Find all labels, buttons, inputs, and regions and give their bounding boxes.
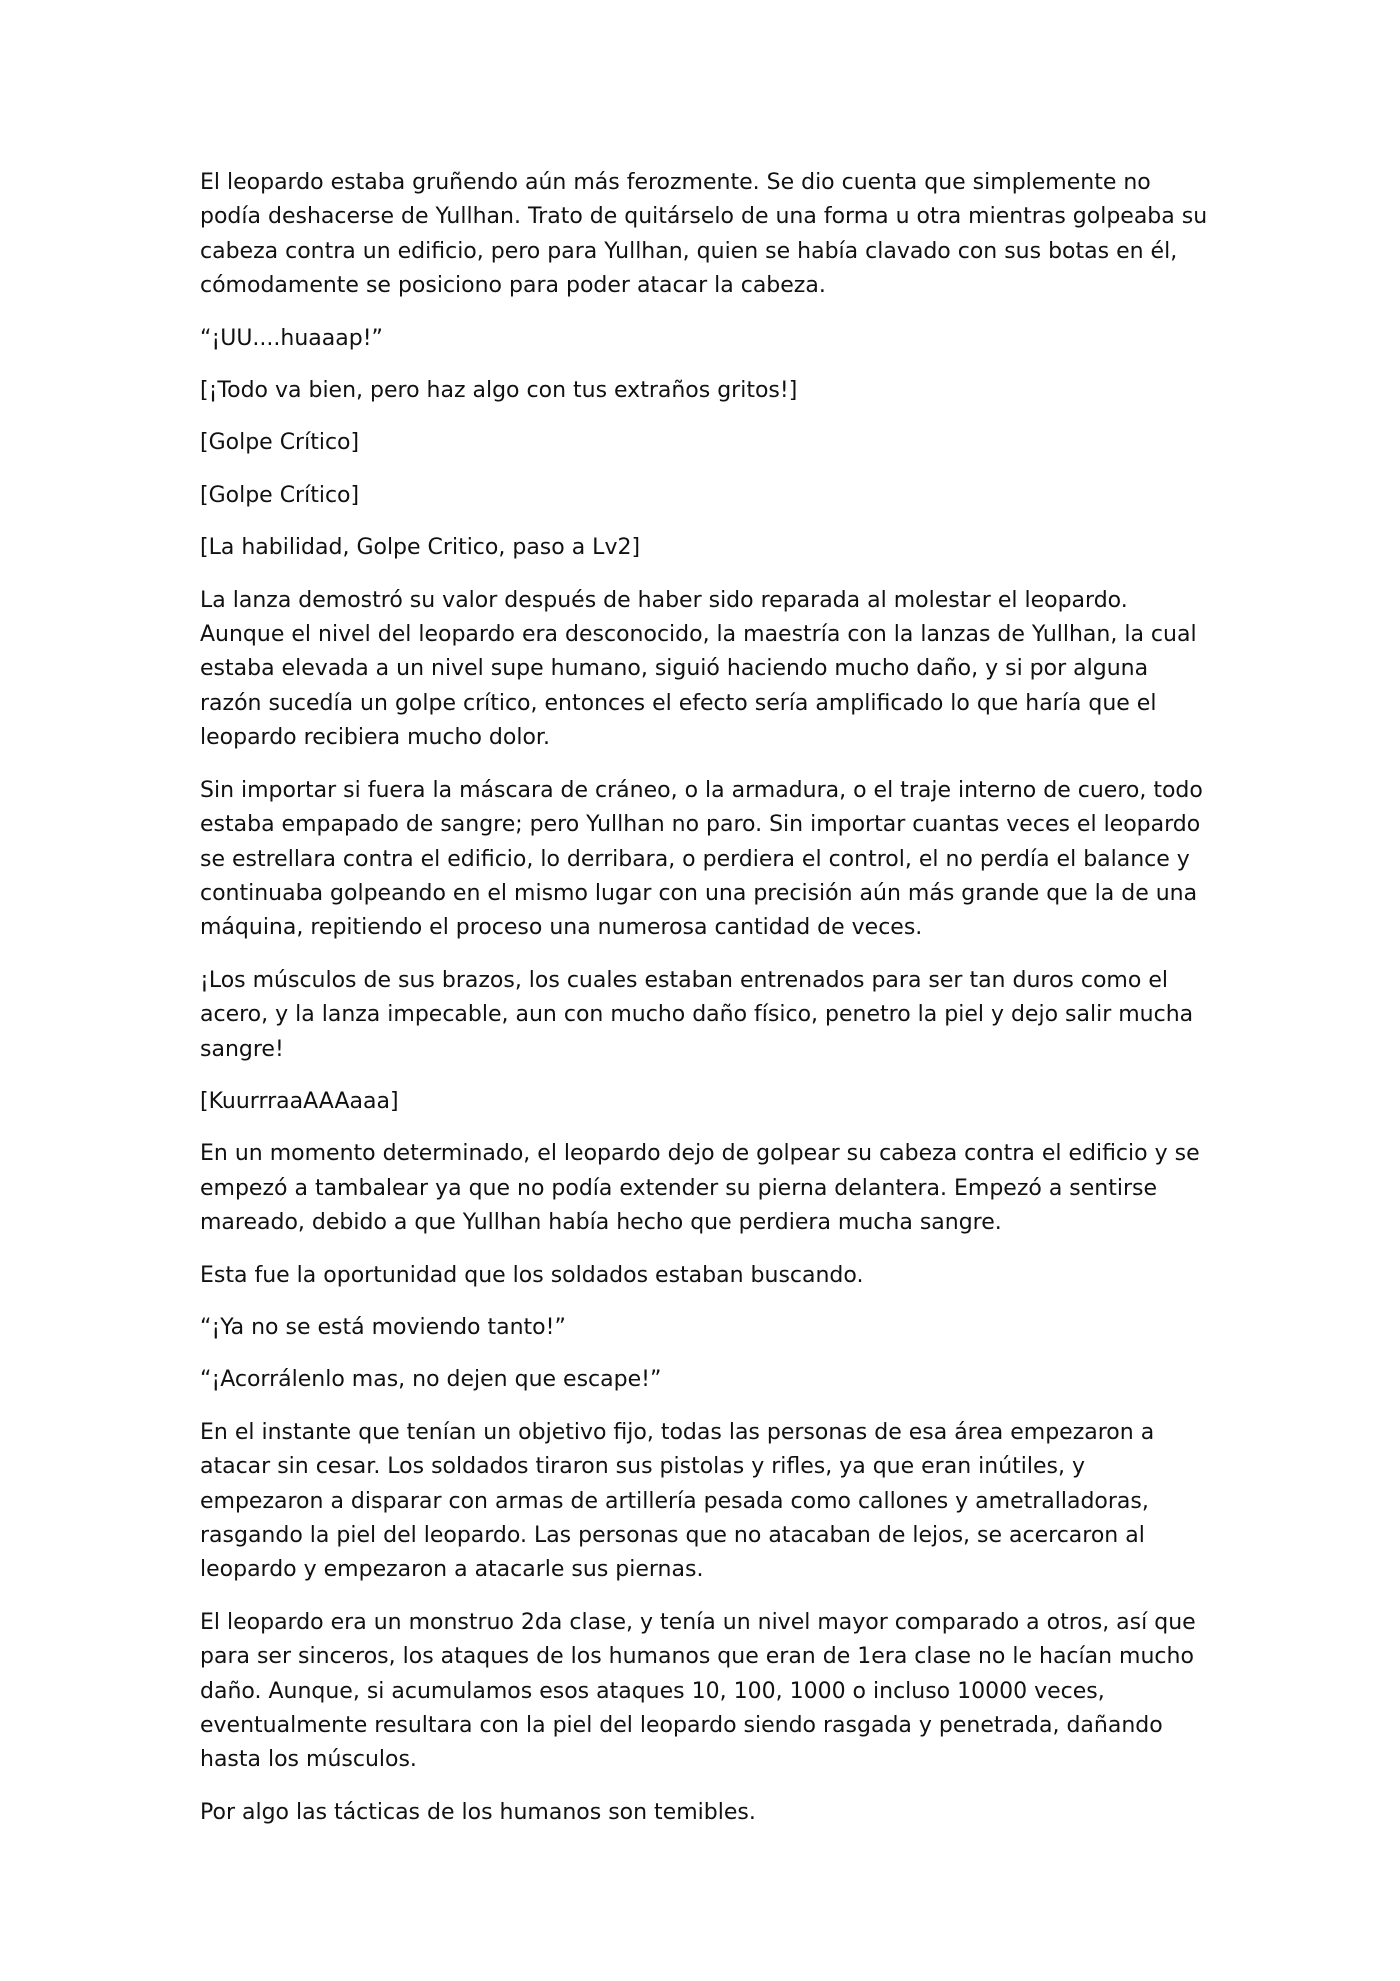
paragraph: Por algo las tácticas de los humanos son temibles.: [200, 1799, 756, 1825]
system-message: [KuurrraaAAAaaa]: [200, 1088, 399, 1114]
paragraph: En un momento determinado, el leopardo dejo de golpear su cabeza contra el edificio y se empezó a tambalear ya que no podía extender su pierna delantera. Empezó a sentirse mareado, debido a que Yullhan había hecho que perdiera mucha sangre.: [200, 1141, 1200, 1236]
system-message: [Golpe Crítico]: [200, 430, 360, 456]
system-message: [Golpe Crítico]: [200, 482, 360, 508]
paragraph: ¡Los músculos de sus brazos, los cuales estaban entrenados para ser tan duros como el acero, y la lanza impecable, aun con mucho daño físico, penetro la piel y dejo salir mucha sangre!: [200, 967, 1194, 1062]
dialogue-line: “¡Ya no se está moviendo tanto!”: [200, 1314, 566, 1340]
dialogue-line: “¡UU....huaaap!”: [200, 325, 383, 351]
paragraph: El leopardo era un monstruo 2da clase, y tenía un nivel mayor comparado a otros, así que para ser sinceros, los ataques de los humanos que eran de 1era clase no le hacían mucho daño. Aunque, si acumulamos esos ataques 10, 100, 1000 o incluso 10000 veces, eventualmente resultara con la piel del leopardo siendo rasgada y penetrada, dañando hasta los músculos.: [200, 1609, 1196, 1773]
document-page: [200, 166, 1210, 1848]
paragraph: Sin importar si fuera la máscara de cráneo, o la armadura, o el traje interno de cuero, todo estaba empapado de sangre; pero Yullhan no paro. Sin importar cuantas veces el leopardo se estrellara contra el edificio, lo derribara, o perdiera el control, el no perdía el balance y continuaba golpeando en el mismo lugar con una precisión aún más grande que la de una máquina, repitiendo el proceso una numerosa cantidad de veces.: [200, 777, 1203, 941]
system-message: [La habilidad, Golpe Critico, paso a Lv2]: [200, 535, 641, 561]
paragraph: La lanza demostró su valor después de haber sido reparada al molestar el leopardo. Aunque el nivel del leopardo era desconocido, la maestría con la lanzas de Yullhan, la cual estaba elevada a un nivel supe humano, siguió haciendo mucho daño, y si por alguna razón sucedía un golpe crítico, entonces el efecto sería amplificado lo que haría que el leopardo recibiera mucho dolor.: [200, 587, 1197, 751]
paragraph: En el instante que tenían un objetivo fijo, todas las personas de esa área empezaron a atacar sin cesar. Los soldados tiraron sus pistolas y rifles, ya que eran inútiles, y empezaron a disparar con armas de artillería pesada como callones y ametralladoras, rasgando la piel del leopardo. Las personas que no atacaban de lejos, se acercaron al leopardo y empezaron a atacarle sus piernas.: [200, 1419, 1155, 1583]
system-message: [¡Todo va bien, pero haz algo con tus extraños gritos!]: [200, 378, 798, 404]
paragraph: Esta fue la oportunidad que los soldados estaban buscando.: [200, 1262, 864, 1288]
dialogue-line: “¡Acorrálenlo mas, no dejen que escape!”: [200, 1367, 662, 1393]
paragraph: El leopardo estaba gruñendo aún más ferozmente. Se dio cuenta que simplemente no podía deshacerse de Yullhan. Trato de quitárselo de una forma u otra mientras golpeaba su cabeza contra un edificio, pero para Yullhan, quien se había clavado con sus botas en él, cómodamente se posiciono para poder atacar la cabeza.: [200, 170, 1208, 299]
